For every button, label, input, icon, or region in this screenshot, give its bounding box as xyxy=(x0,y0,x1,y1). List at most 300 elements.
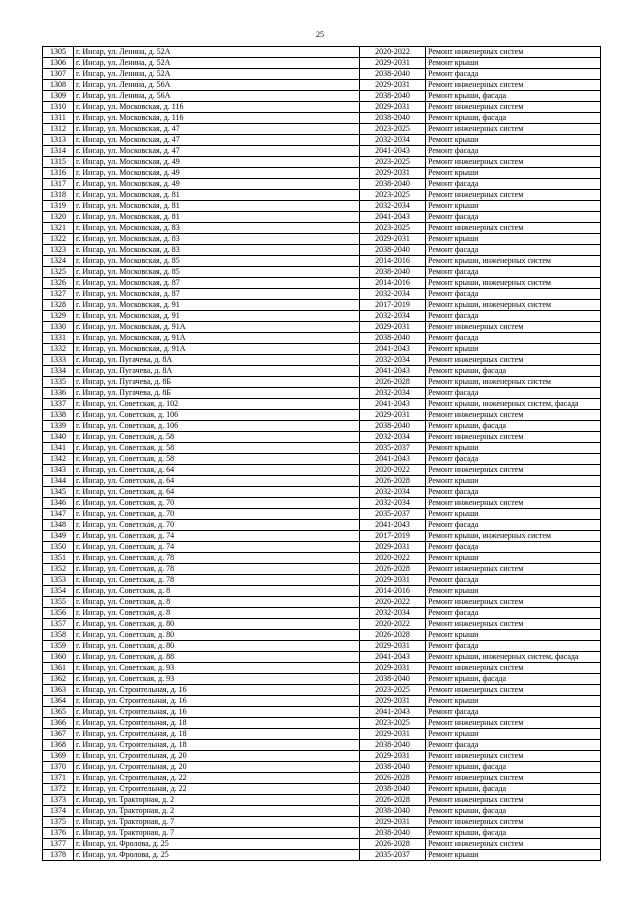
address-cell: г. Инсар, ул. Советская, д. 78 xyxy=(74,564,360,575)
work-type-cell: Ремонт крыши, фасада xyxy=(426,366,601,377)
work-type-cell: Ремонт инженерных систем xyxy=(426,751,601,762)
row-number-cell: 1312 xyxy=(43,124,74,135)
period-cell: 2038-2040 xyxy=(360,806,426,817)
table-row xyxy=(43,586,601,597)
table-row xyxy=(43,487,601,498)
period-cell: 2038-2040 xyxy=(360,784,426,795)
work-type-cell: Ремонт фасада xyxy=(426,245,601,256)
period-cell: 2029-2031 xyxy=(360,542,426,553)
row-number-cell: 1361 xyxy=(43,663,74,674)
row-number-cell: 1341 xyxy=(43,443,74,454)
table-row xyxy=(43,828,601,839)
table-row xyxy=(43,157,601,168)
row-number-cell: 1350 xyxy=(43,542,74,553)
row-number-cell: 1333 xyxy=(43,355,74,366)
table-row xyxy=(43,685,601,696)
row-number-cell: 1306 xyxy=(43,58,74,69)
address-cell: г. Инсар, ул. Ленина, д. 52А xyxy=(74,47,360,58)
row-number-cell: 1317 xyxy=(43,179,74,190)
period-cell: 2038-2040 xyxy=(360,421,426,432)
address-cell: г. Инсар, ул. Строительная, д. 16 xyxy=(74,707,360,718)
table-row xyxy=(43,410,601,421)
table-row xyxy=(43,597,601,608)
work-type-cell: Ремонт крыши xyxy=(426,476,601,487)
work-type-cell: Ремонт фасада xyxy=(426,740,601,751)
row-number-cell: 1328 xyxy=(43,300,74,311)
table-row xyxy=(43,124,601,135)
address-cell: г. Инсар, ул. Строительная, д. 22 xyxy=(74,784,360,795)
table-row xyxy=(43,542,601,553)
row-number-cell: 1376 xyxy=(43,828,74,839)
period-cell: 2020-2022 xyxy=(360,553,426,564)
table-row xyxy=(43,135,601,146)
table-row xyxy=(43,520,601,531)
address-cell: г. Инсар, ул. Тракторная, д. 7 xyxy=(74,817,360,828)
address-cell: г. Инсар, ул. Ленина, д. 56А xyxy=(74,80,360,91)
table-row xyxy=(43,773,601,784)
row-number-cell: 1336 xyxy=(43,388,74,399)
table-row xyxy=(43,201,601,212)
table-row xyxy=(43,619,601,630)
row-number-cell: 1352 xyxy=(43,564,74,575)
period-cell: 2014-2016 xyxy=(360,278,426,289)
work-type-cell: Ремонт инженерных систем xyxy=(426,817,601,828)
row-number-cell: 1373 xyxy=(43,795,74,806)
work-type-cell: Ремонт крыши xyxy=(426,509,601,520)
row-number-cell: 1372 xyxy=(43,784,74,795)
work-type-cell: Ремонт инженерных систем xyxy=(426,498,601,509)
table-row xyxy=(43,531,601,542)
period-cell: 2029-2031 xyxy=(360,751,426,762)
table-row xyxy=(43,289,601,300)
work-type-cell: Ремонт крыши, инженерных систем xyxy=(426,531,601,542)
table-body xyxy=(43,47,601,861)
row-number-cell: 1355 xyxy=(43,597,74,608)
table-row xyxy=(43,674,601,685)
table-row xyxy=(43,465,601,476)
period-cell: 2032-2034 xyxy=(360,498,426,509)
period-cell: 2041-2043 xyxy=(360,652,426,663)
address-cell: г. Инсар, ул. Московская, д. 49 xyxy=(74,157,360,168)
row-number-cell: 1351 xyxy=(43,553,74,564)
work-type-cell: Ремонт крыши, фасада xyxy=(426,828,601,839)
table-row xyxy=(43,564,601,575)
work-type-cell: Ремонт фасада xyxy=(426,146,601,157)
address-cell: г. Инсар, ул. Советская, д. 8 xyxy=(74,597,360,608)
work-type-cell: Ремонт крыши, фасада xyxy=(426,784,601,795)
row-number-cell: 1337 xyxy=(43,399,74,410)
period-cell: 2038-2040 xyxy=(360,113,426,124)
work-type-cell: Ремонт фасада xyxy=(426,267,601,278)
work-type-cell: Ремонт инженерных систем xyxy=(426,102,601,113)
row-number-cell: 1343 xyxy=(43,465,74,476)
work-type-cell: Ремонт инженерных систем xyxy=(426,47,601,58)
row-number-cell: 1344 xyxy=(43,476,74,487)
table-row xyxy=(43,80,601,91)
row-number-cell: 1330 xyxy=(43,322,74,333)
address-cell: г. Инсар, ул. Московская, д. 83 xyxy=(74,245,360,256)
work-type-cell: Ремонт инженерных систем xyxy=(426,795,601,806)
address-cell: г. Инсар, ул. Строительная, д. 18 xyxy=(74,718,360,729)
address-cell: г. Инсар, ул. Ленина, д. 56А xyxy=(74,91,360,102)
address-cell: г. Инсар, ул. Советская, д. 70 xyxy=(74,509,360,520)
table-row xyxy=(43,630,601,641)
table-row xyxy=(43,256,601,267)
table-row xyxy=(43,344,601,355)
row-number-cell: 1377 xyxy=(43,839,74,850)
work-type-cell: Ремонт крыши, инженерных систем xyxy=(426,278,601,289)
work-type-cell: Ремонт крыши xyxy=(426,234,601,245)
work-type-cell: Ремонт крыши, фасада xyxy=(426,113,601,124)
row-number-cell: 1363 xyxy=(43,685,74,696)
period-cell: 2038-2040 xyxy=(360,245,426,256)
period-cell: 2017-2019 xyxy=(360,300,426,311)
period-cell: 2032-2034 xyxy=(360,289,426,300)
row-number-cell: 1318 xyxy=(43,190,74,201)
row-number-cell: 1371 xyxy=(43,773,74,784)
work-type-cell: Ремонт фасада xyxy=(426,487,601,498)
period-cell: 2026-2028 xyxy=(360,839,426,850)
work-type-cell: Ремонт фасада xyxy=(426,520,601,531)
period-cell: 2026-2028 xyxy=(360,630,426,641)
address-cell: г. Инсар, ул. Советская, д. 80 xyxy=(74,619,360,630)
work-type-cell: Ремонт крыши, инженерных систем xyxy=(426,256,601,267)
row-number-cell: 1359 xyxy=(43,641,74,652)
table-row xyxy=(43,322,601,333)
work-type-cell: Ремонт крыши, фасада xyxy=(426,91,601,102)
period-cell: 2029-2031 xyxy=(360,817,426,828)
period-cell: 2032-2034 xyxy=(360,608,426,619)
work-type-cell: Ремонт крыши xyxy=(426,850,601,861)
work-type-cell: Ремонт крыши xyxy=(426,201,601,212)
table-row xyxy=(43,652,601,663)
table-row xyxy=(43,366,601,377)
table-row xyxy=(43,399,601,410)
work-type-cell: Ремонт крыши xyxy=(426,58,601,69)
work-type-cell: Ремонт инженерных систем xyxy=(426,223,601,234)
table-row xyxy=(43,223,601,234)
period-cell: 2020-2022 xyxy=(360,597,426,608)
period-cell: 2029-2031 xyxy=(360,80,426,91)
period-cell: 2041-2043 xyxy=(360,454,426,465)
period-cell: 2026-2028 xyxy=(360,476,426,487)
address-cell: г. Инсар, ул. Московская, д. 87 xyxy=(74,278,360,289)
row-number-cell: 1329 xyxy=(43,311,74,322)
period-cell: 2014-2016 xyxy=(360,256,426,267)
address-cell: г. Инсар, ул. Советская, д. 8 xyxy=(74,586,360,597)
address-cell: г. Инсар, ул. Строительная, д. 18 xyxy=(74,729,360,740)
address-cell: г. Инсар, ул. Советская, д. 80 xyxy=(74,630,360,641)
row-number-cell: 1325 xyxy=(43,267,74,278)
table-row xyxy=(43,454,601,465)
period-cell: 2026-2028 xyxy=(360,773,426,784)
table-row xyxy=(43,553,601,564)
table-row xyxy=(43,311,601,322)
period-cell: 2038-2040 xyxy=(360,69,426,80)
row-number-cell: 1307 xyxy=(43,69,74,80)
work-type-cell: Ремонт крыши, инженерных систем xyxy=(426,300,601,311)
period-cell: 2029-2031 xyxy=(360,58,426,69)
row-number-cell: 1322 xyxy=(43,234,74,245)
work-type-cell: Ремонт крыши, инженерных систем xyxy=(426,377,601,388)
address-cell: г. Инсар, ул. Советская, д. 106 xyxy=(74,421,360,432)
address-cell: г. Инсар, ул. Московская, д. 91А xyxy=(74,333,360,344)
row-number-cell: 1338 xyxy=(43,410,74,421)
address-cell: г. Инсар, ул. Строительная, д. 20 xyxy=(74,751,360,762)
address-cell: г. Инсар, ул. Советская, д. 64 xyxy=(74,476,360,487)
row-number-cell: 1340 xyxy=(43,432,74,443)
work-type-cell: Ремонт крыши, инженерных систем, фасада xyxy=(426,399,601,410)
address-cell: г. Инсар, ул. Ленина, д. 52А xyxy=(74,69,360,80)
period-cell: 2041-2043 xyxy=(360,707,426,718)
work-type-cell: Ремонт инженерных систем xyxy=(426,410,601,421)
table-row xyxy=(43,476,601,487)
address-cell: г. Инсар, ул. Московская, д. 47 xyxy=(74,146,360,157)
work-type-cell: Ремонт крыши, фасада xyxy=(426,806,601,817)
row-number-cell: 1326 xyxy=(43,278,74,289)
row-number-cell: 1334 xyxy=(43,366,74,377)
row-number-cell: 1378 xyxy=(43,850,74,861)
period-cell: 2029-2031 xyxy=(360,168,426,179)
row-number-cell: 1348 xyxy=(43,520,74,531)
address-cell: г. Инсар, ул. Московская, д. 81 xyxy=(74,201,360,212)
table-row xyxy=(43,388,601,399)
work-type-cell: Ремонт фасада xyxy=(426,454,601,465)
table-row xyxy=(43,146,601,157)
table-row xyxy=(43,245,601,256)
period-cell: 2023-2025 xyxy=(360,718,426,729)
address-cell: г. Инсар, ул. Московская, д. 91А xyxy=(74,344,360,355)
table-row xyxy=(43,784,601,795)
address-cell: г. Инсар, ул. Пугачева, д. 8Б xyxy=(74,388,360,399)
row-number-cell: 1365 xyxy=(43,707,74,718)
work-type-cell: Ремонт крыши xyxy=(426,553,601,564)
row-number-cell: 1316 xyxy=(43,168,74,179)
address-cell: г. Инсар, ул. Московская, д. 81 xyxy=(74,212,360,223)
table-row xyxy=(43,696,601,707)
work-type-cell: Ремонт инженерных систем xyxy=(426,124,601,135)
address-cell: г. Инсар, ул. Московская, д. 87 xyxy=(74,289,360,300)
table-row xyxy=(43,839,601,850)
row-number-cell: 1324 xyxy=(43,256,74,267)
address-cell: г. Инсар, ул. Советская, д. 64 xyxy=(74,487,360,498)
work-type-cell: Ремонт крыши, инженерных систем, фасада xyxy=(426,652,601,663)
address-cell: г. Инсар, ул. Московская, д. 49 xyxy=(74,168,360,179)
address-cell: г. Инсар, ул. Московская, д. 91А xyxy=(74,322,360,333)
row-number-cell: 1369 xyxy=(43,751,74,762)
table-row xyxy=(43,421,601,432)
period-cell: 2020-2022 xyxy=(360,47,426,58)
row-number-cell: 1370 xyxy=(43,762,74,773)
period-cell: 2029-2031 xyxy=(360,234,426,245)
table-row xyxy=(43,190,601,201)
row-number-cell: 1332 xyxy=(43,344,74,355)
row-number-cell: 1345 xyxy=(43,487,74,498)
table-row xyxy=(43,212,601,223)
period-cell: 2032-2034 xyxy=(360,487,426,498)
row-number-cell: 1313 xyxy=(43,135,74,146)
table-row xyxy=(43,234,601,245)
table-row xyxy=(43,377,601,388)
period-cell: 2041-2043 xyxy=(360,146,426,157)
period-cell: 2029-2031 xyxy=(360,575,426,586)
address-cell: г. Инсар, ул. Московская, д. 116 xyxy=(74,102,360,113)
row-number-cell: 1362 xyxy=(43,674,74,685)
address-cell: г. Инсар, ул. Фролова, д. 25 xyxy=(74,839,360,850)
row-number-cell: 1305 xyxy=(43,47,74,58)
table-row xyxy=(43,267,601,278)
address-cell: г. Инсар, ул. Советская, д. 102 xyxy=(74,399,360,410)
period-cell: 2029-2031 xyxy=(360,322,426,333)
table-row xyxy=(43,718,601,729)
table-row xyxy=(43,663,601,674)
address-cell: г. Инсар, ул. Московская, д. 116 xyxy=(74,113,360,124)
address-cell: г. Инсар, ул. Московская, д. 83 xyxy=(74,234,360,245)
row-number-cell: 1375 xyxy=(43,817,74,828)
address-cell: г. Инсар, ул. Пугачева, д. 8А xyxy=(74,366,360,377)
work-type-cell: Ремонт инженерных систем xyxy=(426,564,601,575)
work-type-cell: Ремонт инженерных систем xyxy=(426,685,601,696)
row-number-cell: 1347 xyxy=(43,509,74,520)
table-row xyxy=(43,91,601,102)
row-number-cell: 1311 xyxy=(43,113,74,124)
work-type-cell: Ремонт крыши xyxy=(426,443,601,454)
row-number-cell: 1310 xyxy=(43,102,74,113)
work-type-cell: Ремонт крыши xyxy=(426,135,601,146)
address-cell: г. Инсар, ул. Строительная, д. 20 xyxy=(74,762,360,773)
work-type-cell: Ремонт инженерных систем xyxy=(426,839,601,850)
address-cell: г. Инсар, ул. Строительная, д. 16 xyxy=(74,696,360,707)
address-cell: г. Инсар, ул. Ленина, д. 52А xyxy=(74,58,360,69)
period-cell: 2041-2043 xyxy=(360,344,426,355)
work-type-cell: Ремонт фасада xyxy=(426,179,601,190)
address-cell: г. Инсар, ул. Московская, д. 81 xyxy=(74,190,360,201)
address-cell: г. Инсар, ул. Московская, д. 85 xyxy=(74,267,360,278)
period-cell: 2041-2043 xyxy=(360,520,426,531)
table-row xyxy=(43,641,601,652)
period-cell: 2038-2040 xyxy=(360,179,426,190)
table-row xyxy=(43,432,601,443)
table-row xyxy=(43,795,601,806)
table-row xyxy=(43,817,601,828)
work-type-cell: Ремонт крыши xyxy=(426,729,601,740)
work-type-cell: Ремонт крыши xyxy=(426,586,601,597)
address-cell: г. Инсар, ул. Советская, д. 74 xyxy=(74,531,360,542)
table-row xyxy=(43,333,601,344)
period-cell: 2038-2040 xyxy=(360,267,426,278)
work-type-cell: Ремонт крыши, фасада xyxy=(426,674,601,685)
period-cell: 2029-2031 xyxy=(360,729,426,740)
period-cell: 2026-2028 xyxy=(360,564,426,575)
period-cell: 2023-2025 xyxy=(360,685,426,696)
row-number-cell: 1308 xyxy=(43,80,74,91)
address-cell: г. Инсар, ул. Пугачева, д. 8Б xyxy=(74,377,360,388)
period-cell: 2023-2025 xyxy=(360,190,426,201)
period-cell: 2035-2037 xyxy=(360,850,426,861)
work-type-cell: Ремонт инженерных систем xyxy=(426,619,601,630)
period-cell: 2029-2031 xyxy=(360,663,426,674)
period-cell: 2041-2043 xyxy=(360,399,426,410)
work-type-cell: Ремонт инженерных систем xyxy=(426,190,601,201)
period-cell: 2038-2040 xyxy=(360,762,426,773)
address-cell: г. Инсар, ул. Советская, д. 64 xyxy=(74,465,360,476)
period-cell: 2032-2034 xyxy=(360,311,426,322)
work-type-cell: Ремонт инженерных систем xyxy=(426,157,601,168)
period-cell: 2029-2031 xyxy=(360,641,426,652)
table-row xyxy=(43,740,601,751)
table-row xyxy=(43,806,601,817)
table-row xyxy=(43,355,601,366)
row-number-cell: 1357 xyxy=(43,619,74,630)
work-type-cell: Ремонт фасада xyxy=(426,333,601,344)
address-cell: г. Инсар, ул. Советская, д. 70 xyxy=(74,498,360,509)
table-row xyxy=(43,58,601,69)
table-row xyxy=(43,707,601,718)
address-cell: г. Инсар, ул. Московская, д. 49 xyxy=(74,179,360,190)
row-number-cell: 1346 xyxy=(43,498,74,509)
address-cell: г. Инсар, ул. Советская, д. 93 xyxy=(74,663,360,674)
address-cell: г. Инсар, ул. Московская, д. 91 xyxy=(74,300,360,311)
row-number-cell: 1360 xyxy=(43,652,74,663)
period-cell: 2023-2025 xyxy=(360,157,426,168)
row-number-cell: 1368 xyxy=(43,740,74,751)
row-number-cell: 1339 xyxy=(43,421,74,432)
row-number-cell: 1353 xyxy=(43,575,74,586)
row-number-cell: 1356 xyxy=(43,608,74,619)
work-type-cell: Ремонт крыши xyxy=(426,344,601,355)
table-row xyxy=(43,47,601,58)
work-type-cell: Ремонт фасада xyxy=(426,69,601,80)
table-row xyxy=(43,498,601,509)
address-cell: г. Инсар, ул. Советская, д. 58 xyxy=(74,443,360,454)
period-cell: 2038-2040 xyxy=(360,740,426,751)
work-type-cell: Ремонт фасада xyxy=(426,641,601,652)
period-cell: 2035-2037 xyxy=(360,443,426,454)
work-type-cell: Ремонт фасада xyxy=(426,575,601,586)
work-type-cell: Ремонт инженерных систем xyxy=(426,465,601,476)
period-cell: 2020-2022 xyxy=(360,619,426,630)
work-type-cell: Ремонт крыши xyxy=(426,696,601,707)
table-row xyxy=(43,762,601,773)
address-cell: г. Инсар, ул. Советская, д. 106 xyxy=(74,410,360,421)
table-row xyxy=(43,278,601,289)
address-cell: г. Инсар, ул. Советская, д. 74 xyxy=(74,542,360,553)
address-cell: г. Инсар, ул. Советская, д. 78 xyxy=(74,575,360,586)
row-number-cell: 1327 xyxy=(43,289,74,300)
table-row xyxy=(43,179,601,190)
address-cell: г. Инсар, ул. Строительная, д. 16 xyxy=(74,685,360,696)
row-number-cell: 1367 xyxy=(43,729,74,740)
work-type-cell: Ремонт инженерных систем xyxy=(426,432,601,443)
row-number-cell: 1349 xyxy=(43,531,74,542)
table-row xyxy=(43,850,601,861)
period-cell: 2014-2016 xyxy=(360,586,426,597)
period-cell: 2038-2040 xyxy=(360,828,426,839)
work-type-cell: Ремонт крыши xyxy=(426,630,601,641)
work-type-cell: Ремонт фасада xyxy=(426,311,601,322)
address-cell: г. Инсар, ул. Советская, д. 58 xyxy=(74,432,360,443)
address-cell: г. Инсар, ул. Советская, д. 70 xyxy=(74,520,360,531)
address-cell: г. Инсар, ул. Советская, д. 58 xyxy=(74,454,360,465)
work-type-cell: Ремонт крыши, фасада xyxy=(426,762,601,773)
address-cell: г. Инсар, ул. Советская, д. 80 xyxy=(74,641,360,652)
period-cell: 2032-2034 xyxy=(360,432,426,443)
table-row xyxy=(43,509,601,520)
work-type-cell: Ремонт фасада xyxy=(426,388,601,399)
row-number-cell: 1331 xyxy=(43,333,74,344)
work-type-cell: Ремонт инженерных систем xyxy=(426,355,601,366)
work-type-cell: Ремонт инженерных систем xyxy=(426,773,601,784)
